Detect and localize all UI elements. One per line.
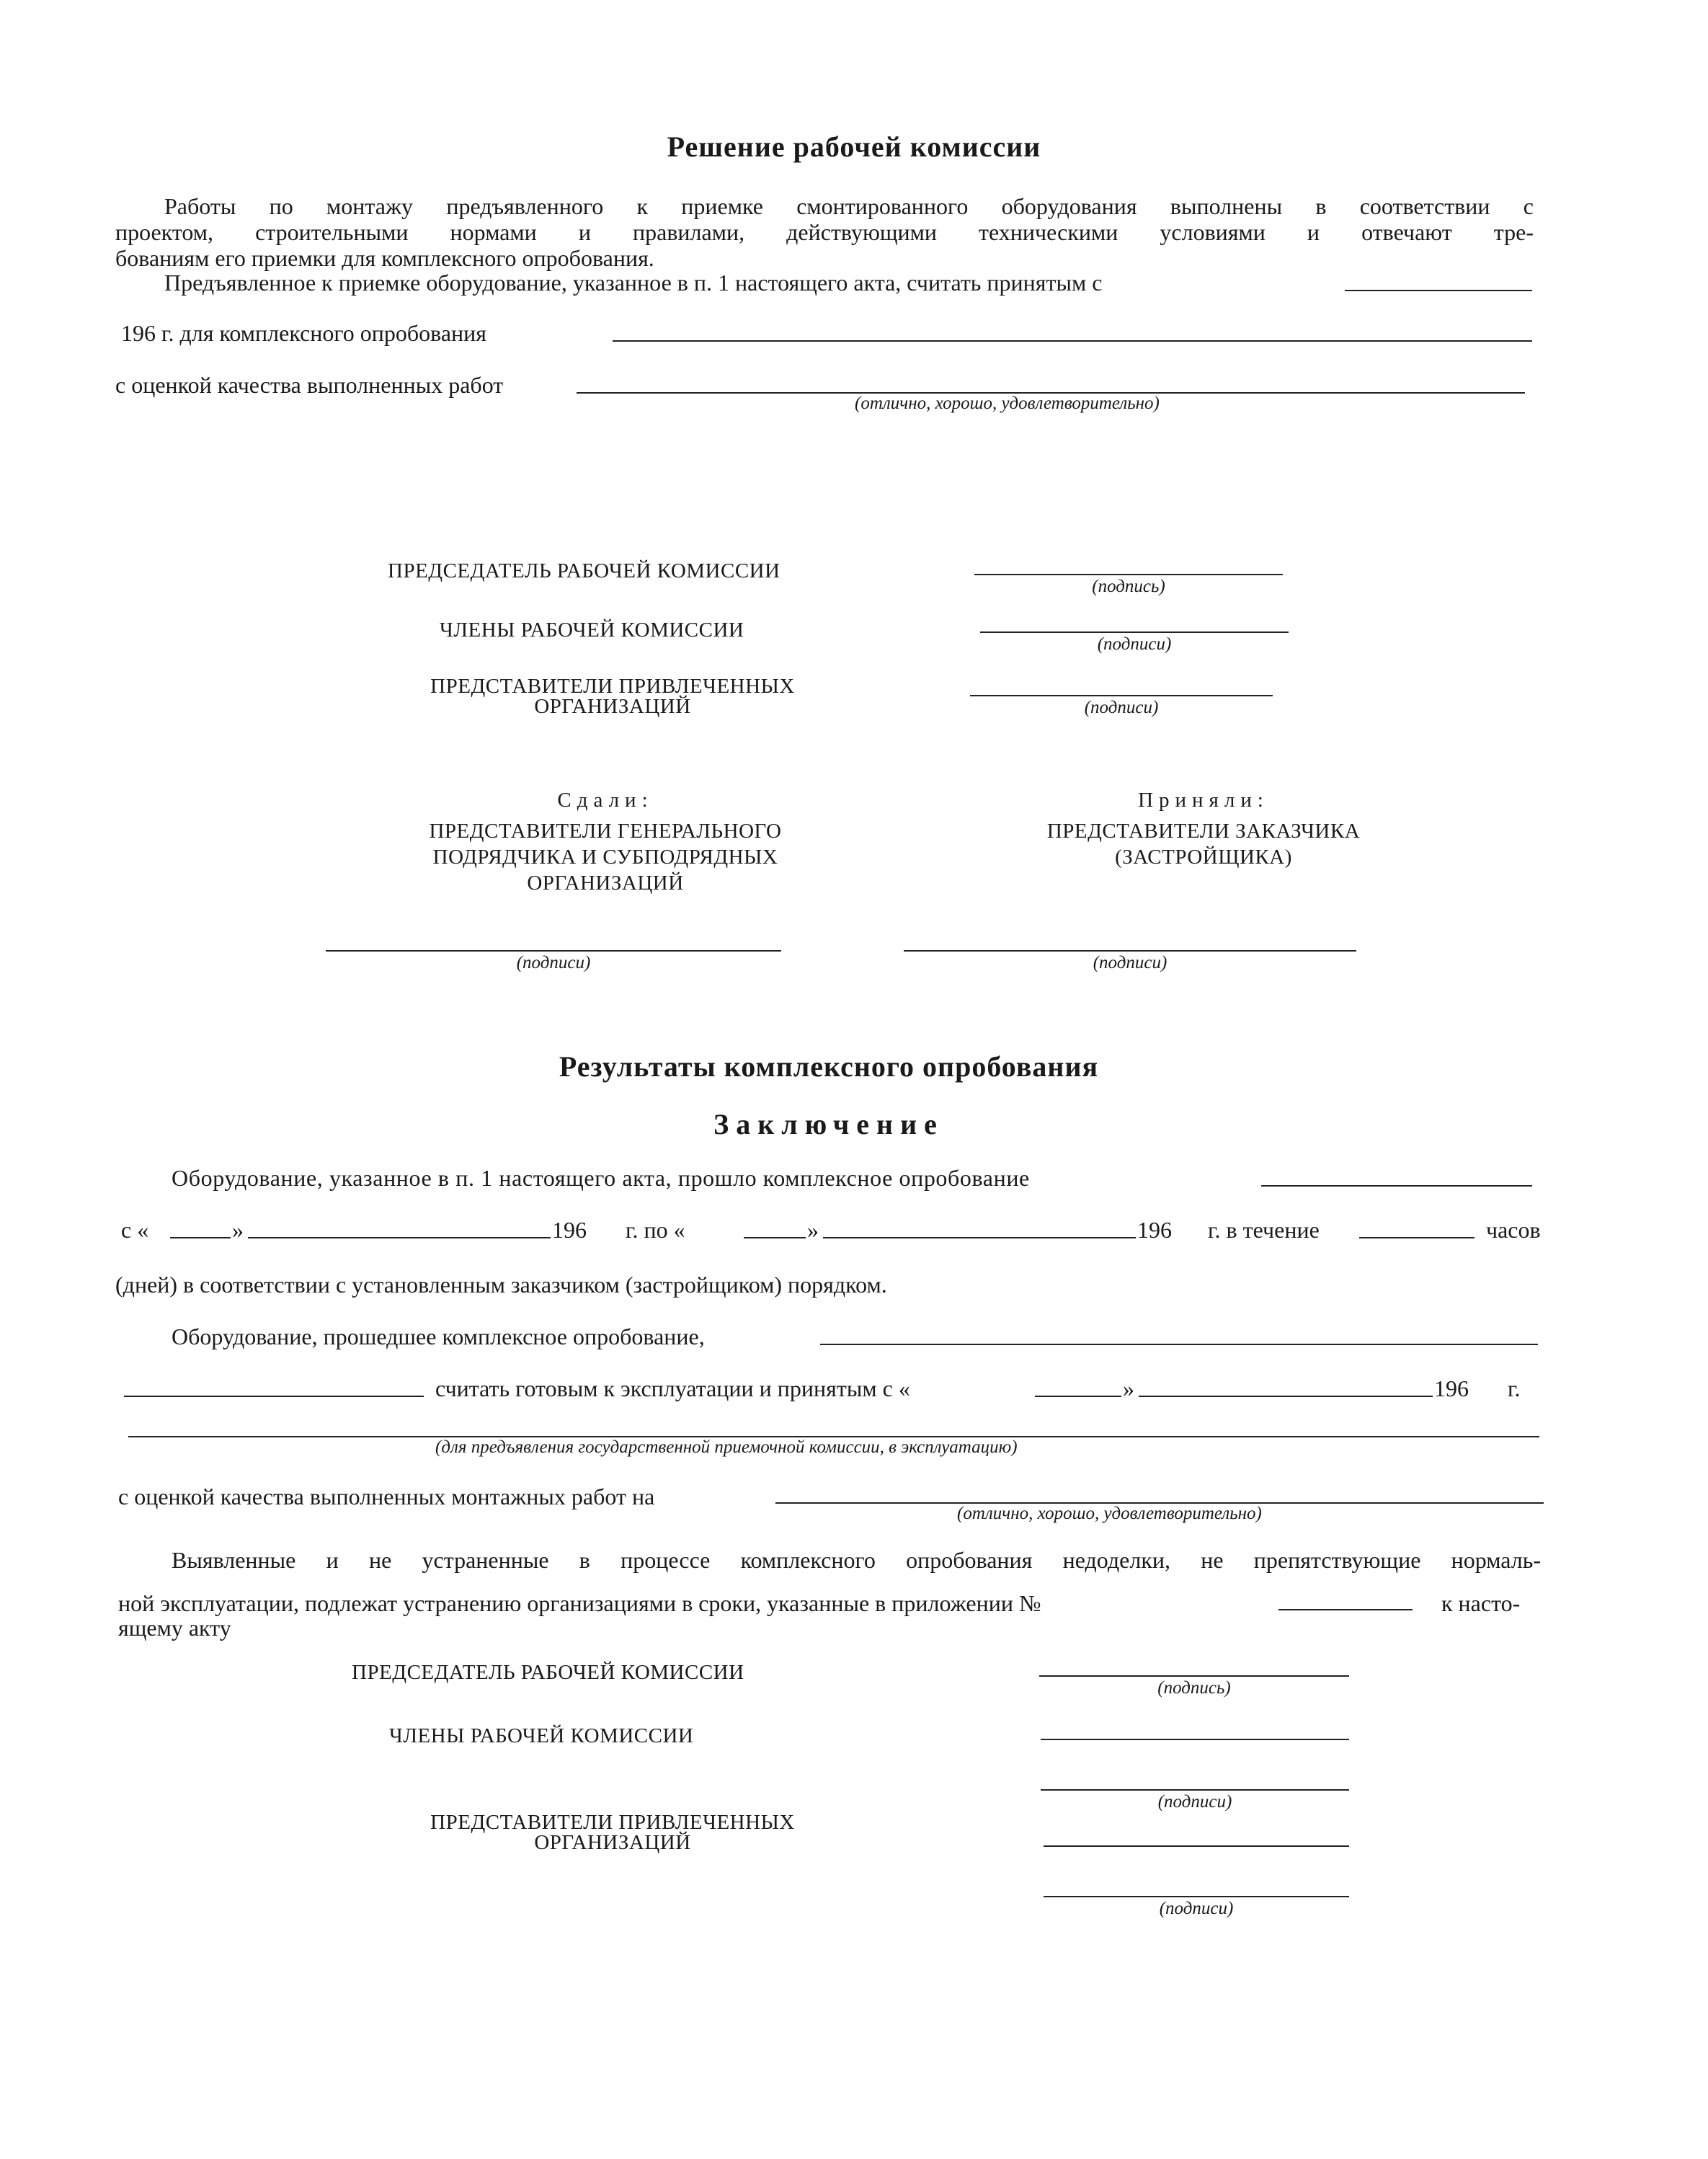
s2-members-signature-line-1[interactable]	[1041, 1739, 1349, 1740]
took-signature-caption: (подписи)	[1093, 953, 1167, 972]
section2-subtitle: Заключение	[713, 1108, 944, 1140]
members-signature-caption: (подписи)	[1097, 634, 1172, 654]
gave-label: Сдали:	[557, 789, 654, 812]
s2-chairman-label: ПРЕДСЕДАТЕЛЬ РАБОЧЕЙ КОМИССИИ	[352, 1661, 744, 1684]
section1-para1-line3: бованиям его приемки для комплексного опробования.	[115, 245, 654, 271]
s2-members-signature-line-2[interactable]	[1041, 1789, 1349, 1791]
s2-para-days: (дней) в соответствии с установленным заказчиком (застройщиком) порядком.	[115, 1272, 887, 1298]
appendix-number-blank[interactable]	[1278, 1609, 1413, 1610]
s2-reps-label	[303, 1812, 922, 1853]
quality-mount-caption: (отлично, хорошо, удовлетворительно)	[957, 1504, 1262, 1523]
took-signature-line[interactable]	[904, 950, 1356, 952]
ready-close-quote: »	[1123, 1375, 1134, 1401]
dates-g-po: г. по «	[626, 1217, 685, 1243]
reps-label	[360, 676, 865, 717]
chairman-signature-line[interactable]	[974, 574, 1283, 575]
ready-day-blank[interactable]	[1035, 1396, 1121, 1397]
quality-mount-text: с оценкой качества выполненных монтажных работ на	[118, 1484, 655, 1509]
gave-block	[303, 789, 908, 896]
dates-close-quote-1: »	[232, 1217, 244, 1243]
presentation-caption: (для предъявления государственной приемочной комиссии, в эксплуатацию)	[435, 1437, 1018, 1457]
reps-signature-line[interactable]	[970, 695, 1273, 696]
ready-month-blank[interactable]	[1139, 1396, 1433, 1397]
quality-line-text: с оценкой качества выполненных работ	[115, 372, 504, 398]
chairman-signature-caption: (подпись)	[1092, 577, 1165, 596]
s2-chairman-signature-caption: (подпись)	[1157, 1678, 1231, 1698]
ready-year: 196	[1434, 1375, 1469, 1401]
s2-para1: Оборудование, указанное в п. 1 настоящего акта, прошло комплексное опробование	[172, 1165, 1030, 1191]
accept-date-blank[interactable]	[1345, 290, 1532, 291]
gave-line1: ПРЕДСТАВИТЕЛИ ГЕНЕРАЛЬНОГО	[429, 820, 782, 843]
gave-signature-line[interactable]	[326, 950, 781, 952]
s2-reps-label-line1: ПРЕДСТАВИТЕЛИ ПРИВЛЕЧЕННЫХ	[430, 1811, 795, 1834]
members-label: ЧЛЕНЫ РАБОЧЕЙ КОМИССИИ	[440, 619, 744, 642]
month1-blank[interactable]	[248, 1237, 551, 1238]
section1-para1-line1: Работы по монтажу предъявленного к приемке смонтированного оборудования выполнены в соответствии с	[164, 193, 1534, 219]
ready-g: г.	[1508, 1375, 1521, 1401]
year2: 196	[1137, 1217, 1172, 1243]
dates-close-quote-2: »	[807, 1217, 819, 1243]
section1-para1-line2: проектом, строительными нормами и правилами, действующими техническими условиями и отвечают тре-	[115, 219, 1534, 245]
reps-label-line2: ОРГАНИЗАЦИЙ	[534, 695, 691, 718]
day2-blank[interactable]	[744, 1237, 806, 1238]
year-line-text: 196 г. для комплексного опробования	[121, 320, 487, 346]
chairman-label: ПРЕДСЕДАТЕЛЬ РАБОЧЕЙ КОМИССИИ	[388, 559, 780, 582]
year1: 196	[552, 1217, 587, 1243]
gave-signature-caption: (подписи)	[516, 953, 591, 972]
took-line1: ПРЕДСТАВИТЕЛИ ЗАКАЗЧИКА	[1046, 820, 1361, 843]
s2-members-label: ЧЛЕНЫ РАБОЧЕЙ КОМИССИИ	[389, 1724, 694, 1747]
s2-reps-signature-line-1[interactable]	[1044, 1845, 1349, 1847]
gave-line3: ОРГАНИЗАЦИЙ	[527, 872, 684, 895]
defects-line1: Выявленные и не устраненные в процессе комплексного опробования недоделки, не препятствующие нормаль-	[172, 1547, 1541, 1573]
s2-reps-signature-line-2[interactable]	[1044, 1896, 1349, 1897]
s2-testing-blank[interactable]	[1261, 1185, 1532, 1187]
reps-signature-caption: (подписи)	[1084, 698, 1159, 717]
defects-line2-a: ной эксплуатации, подлежат устранению организациями в сроки, указанные в приложении №	[118, 1590, 1041, 1616]
dates-from-prefix: с «	[121, 1217, 149, 1243]
dates-hours: часов	[1486, 1217, 1541, 1243]
testing-blank[interactable]	[613, 340, 1532, 342]
members-signature-line[interactable]	[980, 631, 1289, 633]
reps-label-line1: ПРЕДСТАВИТЕЛИ ПРИВЛЕЧЕННЫХ	[430, 675, 795, 698]
day1-blank[interactable]	[170, 1237, 231, 1238]
defects-line2-b: к насто-	[1441, 1590, 1521, 1616]
s2-reps-signature-caption: (подписи)	[1159, 1899, 1234, 1918]
duration-blank[interactable]	[1359, 1237, 1475, 1238]
ready-text: считать готовым к эксплуатации и принятым с «	[435, 1375, 910, 1401]
took-line2: (ЗАСТРОЙЩИКА)	[1115, 846, 1292, 869]
s2-chairman-signature-line[interactable]	[1039, 1675, 1349, 1677]
passed-blank[interactable]	[820, 1344, 1538, 1345]
gave-line2: ПОДРЯДЧИКА И СУБПОДРЯДНЫХ	[432, 846, 778, 869]
section2-title: Результаты комплексного опробования	[559, 1050, 1099, 1083]
took-label: Приняли:	[1138, 789, 1269, 812]
quality-caption: (отлично, хорошо, удовлетворительно)	[855, 394, 1160, 413]
s2-members-signature-caption: (подписи)	[1157, 1792, 1232, 1812]
month2-blank[interactable]	[823, 1237, 1136, 1238]
ready-lead-blank[interactable]	[124, 1396, 424, 1397]
dates-g-during: г. в течение	[1208, 1217, 1320, 1243]
section1-title: Решение рабочей комиссии	[667, 130, 1041, 163]
section1-para2: Предъявленное к приемке оборудование, указанное в п. 1 настоящего акта, считать принятым с	[164, 270, 1103, 296]
defects-line3: ящему акту	[118, 1615, 231, 1641]
s2-reps-label-line2: ОРГАНИЗАЦИЙ	[534, 1831, 691, 1854]
took-block	[901, 789, 1506, 870]
s2-para-passed: Оборудование, прошедшее комплексное опробование,	[172, 1324, 705, 1349]
